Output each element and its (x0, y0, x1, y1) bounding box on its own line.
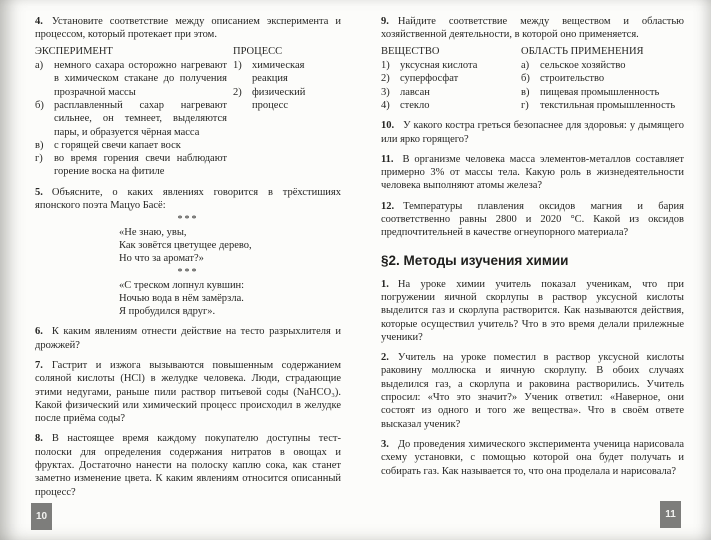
item-label: б) (35, 99, 44, 111)
substance-item-3 (381, 86, 515, 99)
question-10-text: У какого костра греться безопаснее для здоровья: у дымящего или ярко горящего? (381, 120, 684, 145)
section2-question-3-text: До проведения химического эксперимента ученица нарисовала схему установки, с помощью которой она будет получать и собирать газ. Как называется то, что она проделала и нарисовала? (381, 438, 684, 477)
item-text: лавсан (400, 86, 430, 98)
process-item-1 (233, 59, 341, 86)
question-6-text: К каким явлениям отнести действие на тесто разрыхлителя и дрожжей? (35, 326, 341, 351)
section2-question-1-text: На уроке химии учитель показал ученикам, что при погружении яичной скорлупы в раствор уксусной кислоты выделится газ и скорлупа растворится. Как называются действия, которые осуществил учитель? Что в это время делали прилежные ученики? (381, 278, 684, 343)
item-text: пищевая промышленность (540, 86, 660, 98)
application-item-b (521, 72, 684, 85)
item-text: текстильная промышленность (540, 99, 676, 111)
question-12 (381, 200, 684, 240)
question-8-text: В настоящее время каждому покупателю доступны тест-полоски для определения содержания нитратов в овощах и фруктах. Достаточно нанести на полоску каплю сока, как станет заметно изменение цвета. К каким явлениям относится описанный процесс? (35, 433, 341, 498)
application-item-g (521, 99, 684, 112)
section2-question-3-number: 3. (381, 438, 389, 450)
question-4-intro (35, 15, 341, 42)
question-9-number: 9. (381, 16, 389, 27)
section2-question-1-intro (381, 278, 684, 344)
application-column-header: ОБЛАСТЬ ПРИМЕНЕНИЯ (521, 45, 644, 57)
item-text: во время горения свечи наблюдают горение воска на фитиле (54, 153, 227, 178)
item-label: 4) (381, 99, 390, 111)
process-item-2 (233, 86, 341, 113)
section2-question-2-number: 2. (381, 352, 389, 364)
question-7 (35, 359, 341, 425)
question-11 (381, 153, 684, 193)
process-column-header: ПРОЦЕСС (233, 45, 283, 57)
question-11-intro (381, 153, 684, 193)
page-right (381, 15, 684, 485)
process-column (233, 45, 341, 179)
item-text: физический процесс (252, 86, 306, 111)
haiku-stanza-2 (119, 279, 341, 318)
section2-question-1-number: 1. (381, 278, 389, 290)
item-label: 2) (233, 86, 242, 98)
item-text: немного сахара осторожно нагревают в химическом стакане до получения прозрачной массы (54, 60, 227, 98)
poem-line: Я пробудился вдруг». (119, 306, 216, 318)
experiment-item-v (35, 139, 227, 152)
question-8-number: 8. (35, 433, 43, 445)
question-7-text: Гастрит и изжога вызываются повышенным содержанием соляной кислоты (HCl) в желудке человека. Люди, страдающие этими недугами, раньше пили раствор питьевой соды (NaHCO₃). Какой физический или химический процесс происходил в желудке после приёма соды? (35, 359, 341, 425)
haiku-stanza-1 (119, 226, 341, 265)
item-label: 1) (233, 60, 242, 72)
question-4 (35, 15, 341, 179)
question-10-number: 10. (381, 120, 395, 132)
substance-column-header: ВЕЩЕСТВО (381, 45, 440, 57)
question-5-intro (35, 186, 341, 213)
experiment-column-header: ЭКСПЕРИМЕНТ (35, 45, 113, 57)
item-label: в) (521, 86, 530, 98)
section2-question-3 (381, 438, 684, 478)
question-5-number: 5. (35, 186, 43, 198)
application-item-v (521, 86, 684, 99)
question-9-text: Найдите соответствие между веществом и областью хозяйственной деятельности, в которой оно применяется. (381, 16, 684, 41)
application-column (521, 45, 684, 113)
substance-item-1 (381, 59, 515, 72)
item-text: строительство (540, 73, 605, 85)
question-9-matching-table (381, 45, 684, 113)
application-item-a (521, 59, 684, 72)
poem-divider: *** (177, 267, 199, 279)
question-4-number: 4. (35, 16, 43, 27)
poem-line: «Не знаю, увы, (119, 227, 187, 239)
question-10 (381, 119, 684, 146)
question-5 (35, 186, 341, 319)
section2-question-2-intro (381, 351, 684, 431)
question-12-intro (381, 200, 684, 240)
experiment-item-b (35, 99, 227, 139)
question-12-text: Температуры плавления оксидов магния и бария соответственно равны 2800 и 2020 °С. Какой из оксидов предпочтительней в качестве огнеупорного материала? (381, 200, 684, 239)
question-4-matching-table (35, 45, 341, 179)
question-8 (35, 432, 341, 498)
substance-item-2 (381, 72, 515, 85)
question-7-intro (35, 359, 341, 425)
question-9 (381, 15, 684, 112)
section2-question-2-text: Учитель на уроке поместил в раствор уксусной кислоты раковину моллюска и яичную скорлупу. В обоих случаях выделился газ, а скорлупа и раковина растворились. Учитель спросил: «Что это значит?» Ученик ответил: «Наверное, они состоят из одного и того же вещества». Что в своём ответе высказал ученик? (381, 352, 684, 430)
section2-question-3-intro (381, 438, 684, 478)
section2-question-2 (381, 351, 684, 431)
item-text: суперфосфат (400, 73, 459, 85)
item-label: г) (35, 153, 43, 165)
item-label: 2) (381, 73, 390, 85)
question-7-number: 7. (35, 359, 43, 371)
question-6-intro (35, 325, 341, 352)
question-6-number: 6. (35, 326, 43, 338)
poem-line: Ночью вода в нём замёрзла. (119, 293, 244, 305)
item-label: г) (521, 99, 529, 111)
item-label: в) (35, 139, 44, 151)
poem-divider: *** (177, 214, 199, 226)
substance-column (381, 45, 515, 113)
item-label: 1) (381, 60, 390, 72)
question-10-intro (381, 119, 684, 146)
experiment-item-a (35, 59, 227, 99)
question-9-intro (381, 15, 684, 42)
question-5-text: Объясните, о каких явлениях говорится в трёхстишиях японского поэта Мацуо Басё: (35, 186, 341, 212)
question-4-text: Установите соответствие между описанием эксперимента и процессом, который протекает при этом. (35, 16, 341, 41)
item-label: а) (521, 60, 530, 72)
page-number-11: 11 (660, 501, 681, 528)
item-label: 3) (381, 86, 390, 98)
item-text: расплавленный сахар нагревают сильнее, он темнеет, выделяются пары, и образуется чёрная масса (54, 99, 227, 138)
item-text: химическая реакция (252, 60, 305, 85)
item-text: уксусная кислота (400, 60, 478, 72)
poem-line: Как зовётся цветущее дерево, (119, 240, 252, 252)
item-text: с горящей свечи капает воск (54, 139, 181, 151)
item-text: сельское хозяйство (540, 60, 626, 72)
section-2-header: §2. Методы изучения химии (381, 252, 569, 268)
question-6 (35, 325, 341, 352)
experiment-column (35, 45, 227, 179)
experiment-item-g (35, 152, 227, 179)
question-11-number: 11. (381, 153, 394, 165)
poem-line: Но что за аромат?» (119, 253, 204, 265)
page-left (35, 15, 341, 506)
section2-question-1 (381, 278, 684, 344)
poem-line: «С треском лопнул кувшин: (119, 280, 245, 292)
item-label: а) (35, 60, 44, 72)
item-label: б) (521, 73, 530, 85)
question-12-number: 12. (381, 200, 395, 212)
question-11-text: В организме человека масса элементов-металлов составляет примерно 3% от массы тела. Какую роль в жизнедеятельности человека выполняют атомы железа? (381, 153, 684, 192)
question-8-intro (35, 432, 341, 498)
page-number-10: 10 (31, 503, 52, 530)
substance-item-4 (381, 99, 515, 112)
item-text: стекло (400, 99, 430, 111)
